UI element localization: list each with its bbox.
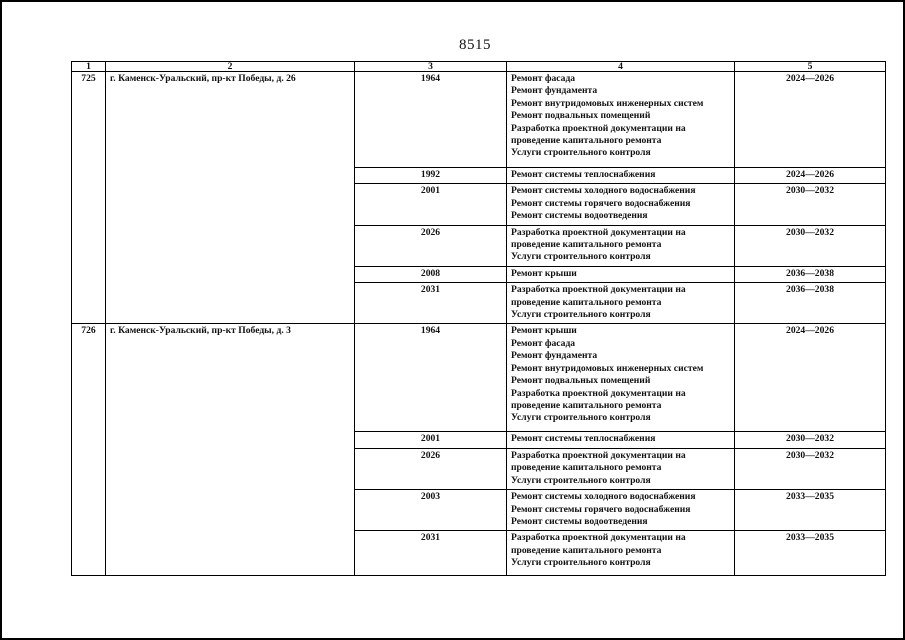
header-cell-1: 1	[72, 62, 106, 72]
works-cell	[507, 225, 735, 266]
works-cell	[507, 283, 735, 324]
work-item: Ремонт внутридомовых инженерных систем	[511, 97, 704, 109]
work-item: Ремонт системы водоотведения	[511, 515, 648, 527]
work-item: Ремонт системы холодного водоснабжения	[511, 491, 696, 503]
work-item: Ремонт системы теплоснабжения	[511, 169, 656, 180]
page-border-top	[0, 0, 905, 2]
work-item: Ремонт фундамента	[511, 85, 598, 97]
year-cell: 2008	[355, 266, 507, 282]
period-cell: 2033—2035	[735, 490, 886, 531]
work-item: Ремонт внутридомовых инженерных систем	[511, 362, 704, 374]
page-number: 8515	[459, 37, 491, 53]
period-cell: 2030—2032	[735, 184, 886, 225]
work-item: Ремонт фасада	[511, 73, 576, 84]
work-item: проведение капитального ремонта	[511, 462, 662, 474]
year-cell: 2031	[355, 283, 507, 324]
work-item: Ремонт системы теплоснабжения	[511, 433, 656, 445]
work-item: проведение капитального ремонта	[511, 239, 662, 251]
work-item: Ремонт системы холодного водоснабжения	[511, 185, 696, 197]
work-item: проведение капитального ремонта	[511, 399, 662, 411]
header-cell-3: 3	[355, 62, 507, 72]
works-cell	[507, 448, 735, 489]
works-cell	[507, 72, 735, 168]
works-cell	[507, 531, 735, 576]
works-cell	[507, 184, 735, 225]
header-cell-5: 5	[735, 62, 886, 72]
work-item: Ремонт крыши	[511, 267, 577, 279]
work-item: Услуги строительного контроля	[511, 412, 651, 424]
period-cell: 2036—2038	[735, 266, 886, 282]
year-cell: 2001	[355, 184, 507, 225]
entry-number: 725	[72, 72, 106, 324]
period-cell: 2024—2026	[735, 324, 886, 432]
table-row	[72, 324, 886, 432]
year-cell: 1964	[355, 324, 507, 432]
work-item: Разработка проектной документации на	[511, 387, 686, 399]
period-cell: 2030—2032	[735, 225, 886, 266]
works-cell	[507, 490, 735, 531]
page-border-left	[0, 0, 2, 640]
work-item: Ремонт подвальных помещений	[511, 110, 651, 122]
year-cell: 2001	[355, 432, 507, 448]
work-item: Ремонт системы горячего водоснабжения	[511, 197, 691, 209]
period-cell: 2030—2032	[735, 432, 886, 448]
works-cell	[507, 266, 735, 282]
work-item: Ремонт подвальных помещений	[511, 375, 651, 387]
work-item: проведение капитального ремонта	[511, 544, 662, 556]
work-item: проведение капитального ремонта	[511, 135, 662, 147]
work-item: Услуги строительного контроля	[511, 309, 651, 321]
work-item: Ремонт системы горячего водоснабжения	[511, 503, 691, 515]
work-item: проведение капитального ремонта	[511, 296, 662, 308]
work-item: Ремонт системы водоотведения	[511, 210, 648, 222]
header-cell-4: 4	[507, 62, 735, 72]
works-cell	[507, 432, 735, 448]
work-item: Ремонт фасада	[511, 337, 576, 349]
entry-address: г. Каменск-Уральский, пр-кт Победы, д. 3	[106, 324, 355, 576]
table-body	[72, 72, 886, 576]
header-row	[72, 62, 886, 72]
period-cell: 2030—2032	[735, 448, 886, 489]
year-cell: 2031	[355, 531, 507, 576]
work-item: Услуги строительного контроля	[511, 557, 651, 569]
period-cell: 2024—2026	[735, 168, 886, 184]
work-item: Услуги строительного контроля	[511, 474, 651, 486]
work-item: Разработка проектной документации на	[511, 532, 686, 544]
work-item: Разработка проектной документации на	[511, 122, 686, 134]
entry-number: 726	[72, 324, 106, 576]
works-cell	[507, 324, 735, 432]
works-cell	[507, 168, 735, 184]
year-cell: 2003	[355, 490, 507, 531]
work-item: Разработка проектной документации на	[511, 284, 686, 296]
year-cell: 1992	[355, 168, 507, 184]
work-item: Ремонт крыши	[511, 325, 577, 337]
year-cell: 2026	[355, 225, 507, 266]
header-cell-2: 2	[106, 62, 355, 72]
work-item: Разработка проектной документации на	[511, 226, 686, 238]
year-cell: 1964	[355, 72, 507, 168]
entry-address: г. Каменск-Уральский, пр-кт Победы, д. 26	[106, 72, 355, 324]
period-cell: 2036—2038	[735, 283, 886, 324]
work-item: Разработка проектной документации на	[511, 449, 686, 461]
work-item: Услуги строительного контроля	[511, 147, 651, 159]
work-item: Ремонт фундамента	[511, 350, 598, 362]
repair-schedule-table	[71, 61, 886, 576]
period-cell: 2033—2035	[735, 531, 886, 576]
period-cell: 2024—2026	[735, 72, 886, 168]
work-item: Услуги строительного контроля	[511, 251, 651, 263]
table-row	[72, 72, 886, 168]
year-cell: 2026	[355, 448, 507, 489]
